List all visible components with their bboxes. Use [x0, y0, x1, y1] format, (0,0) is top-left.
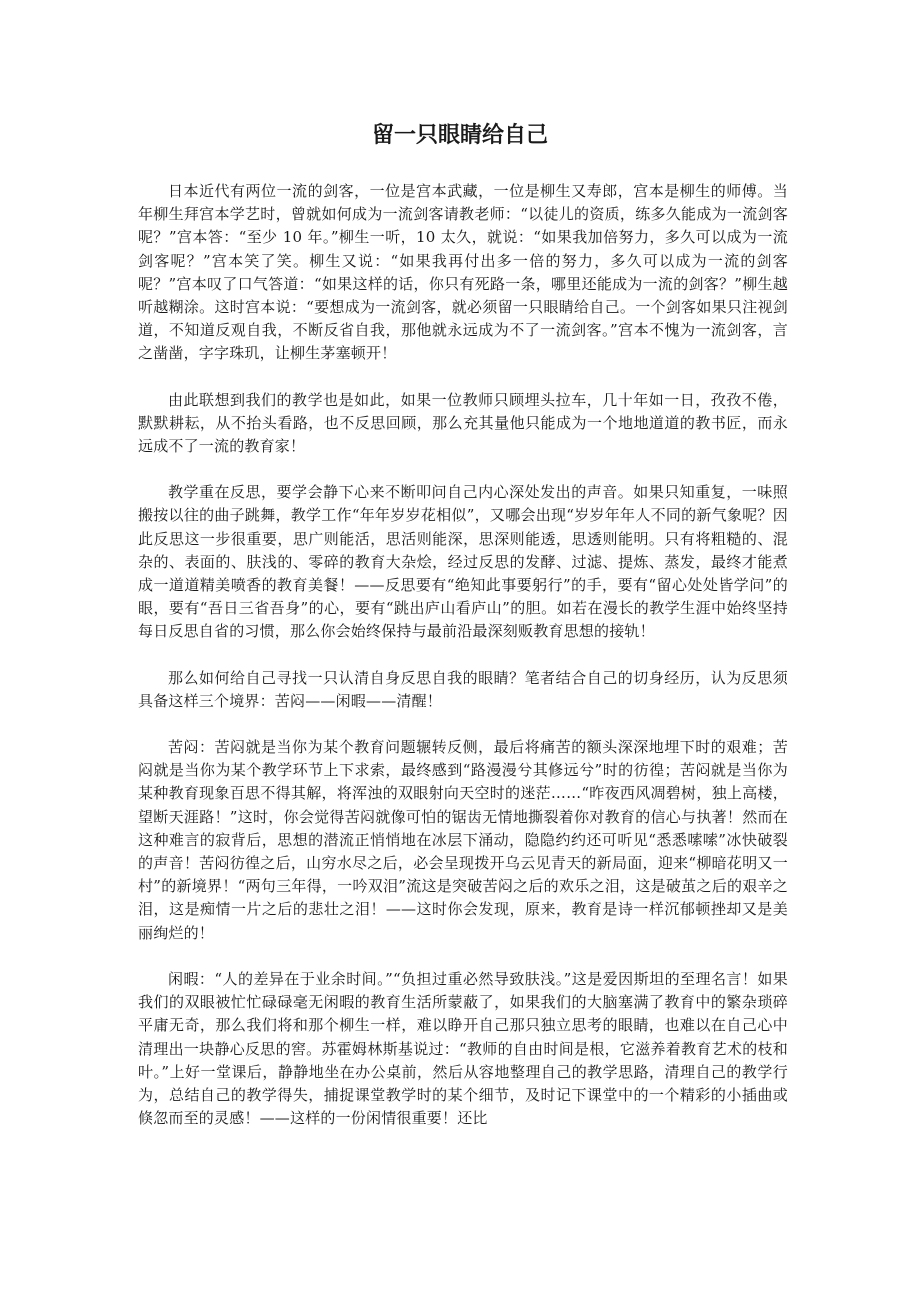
paragraph-leisure: 闲暇：“人的差异在于业余时间。”“负担过重必然导致肤浅。”这是爱因斯坦的至理名言！如果我们的双眼被忙忙碌碌毫无闲暇的教育生活所蒙蔽了，如果我们的大脑塞满了教育中的繁杂琐碎平庸无奇，那么我们将和那个柳生一样，难以睁开自己那只独立思考的眼睛，也难以在自己心中清理出一块静心反思的窖。苏霍姆林斯基说过：“教师的自由时间是根，它滋养着教育艺术的枝和叶。”上好一堂课后，静静地坐在办公桌前，然后从容地整理自己的教学思路，清理自己的教学行为，总结自己的教学得失，捕捉课堂教学时的某个细节，及时记下课堂中的一个精彩的小插曲或倏忽而至的灵感！——这样的一份闲情很重要！还比: [138, 969, 788, 1128]
paragraph-depression: 苦闷：苦闷就是当你为某个教育问题辗转反侧，最后将痛苦的额头深深地埋下时的艰难；苦闷就是当你为某个教学环节上下求索，最终感到“路漫漫兮其修远兮”时的彷徨；苦闷就是当你为某种教育现象百思不得其解，将浑浊的双眼射向天空时的迷茫……“昨夜西风凋碧树，独上高楼，望断天涯路！”这时，你会觉得苦闷就像可怕的锯齿无情地撕裂着你对教育的信心与执著！然而在这种难言的寂背后，思想的潜流正悄悄地在冰层下涌动，隐隐约约还可听见“悉悉嗦嗦”冰快破裂的声音！苦闷彷徨之后，山穷水尽之后，必会呈现拨开乌云见青天的新局面，迎来“柳暗花明又一村”的新境界！“两句三年得，一吟双泪”流这是突破苦闷之后的欢乐之泪，这是破茧之后的艰辛之泪，这是痴情一片之后的悲壮之泪！——这时你会发现，原来，教育是诗一样沉郁顿挫却又是美丽绚烂的！: [138, 738, 788, 942]
paragraph-teaching-analogy: 由此联想到我们的教学也是如此，如果一位教师只顾埋头拉车，几十年如一日，孜孜不倦，默默耕耘，从不抬头看路，也不反思回顾，那么充其量他只能成为一个地地道道的教书匠，而永远成不了一流的教育家！: [138, 390, 788, 456]
paragraph-reflection: 教学重在反思，要学会静下心来不断叩问自己内心深处发出的声音。如果只知重复，一味照搬按以往的曲子跳舞，教学工作“年年岁岁花相似”，又哪会出现“岁岁年年人不同的新气象呢？因此反思这一步很重要，思广则能活，思活则能深，思深则能透，思透则能明。只有将粗糙的、混杂的、表面的、肤浅的、零碎的教育大杂烩，经过反思的发酵、过滤、提炼、蒸发，最终才能煮成一道道精美喷香的教育美餐！——反思要有“绝知此事要躬行”的手，要有“留心处处皆学问”的眼，要有“吾日三省吾身”的心，要有“跳出庐山看庐山”的胆。如若在漫长的教学生涯中始终坚持每日反思自省的习惯，那么你会始终保持与最前沿最深刻贩教育思想的接轨！: [138, 483, 788, 641]
document-body: [138, 180, 788, 1153]
paragraph-three-realms: 那么如何给自己寻找一只认清自身反思自我的眼睛？笔者结合自己的切身经历，认为反思须具备这样三个境界：苦闷——闲暇——清醒！: [138, 668, 788, 710]
paragraph-sword-story: 日本近代有两位一流的剑客，一位是宫本武藏，一位是柳生又寿郎，宫本是柳生的师傅。当年柳生拜宫本学艺时，曾就如何成为一流剑客请教老师：“以徒儿的资质，练多久能成为一流剑客呢？”宫本答：“至少 10 年。”柳生一听，10 太久，就说：“如果我加倍努力，多久可以成为一流剑客呢？”宫本笑了笑。柳生又说：“如果我再付出多一倍的努力，多久可以成为一流的剑客呢？”宫本叹了口气答道：“如果这样的话，你只有死路一条，哪里还能成为一流的剑客？”柳生越听越糊涂。这时宫本说：“要想成为一流剑客，就必须留一只眼睛给自己。一个剑客如果只注视剑道，不知道反观自我，不断反省自我，那他就永远成为不了一流剑客。”宫本不愧为一流剑客，言之凿凿，字字珠玑，让柳生茅塞顿开！: [138, 182, 788, 363]
document-title: 留一只眼睛给自己: [371, 123, 548, 148]
